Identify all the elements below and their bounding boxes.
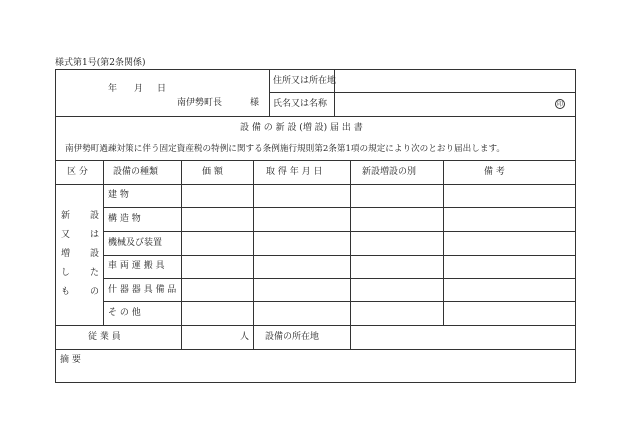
date-year: 年 [108, 84, 118, 94]
row-line-1 [103, 207, 576, 208]
addressee: 南伊勢町長 [177, 98, 223, 108]
category-char: 増 [61, 249, 71, 259]
form-title: 設 備 の 新 設 (増 設) 届 出 書 [240, 123, 363, 133]
category-char: 設 [90, 211, 100, 221]
row-line-6 [55, 325, 576, 326]
col-header-new-or-expansion: 新設増設の別 [362, 167, 417, 177]
header-bottom-line [55, 116, 576, 117]
facility-location-label: 設備の所在地 [265, 332, 320, 342]
row-label-machinery: 機械及び装置 [108, 238, 163, 248]
col-header-amount: 価 額 [202, 167, 223, 177]
row-line-2 [103, 231, 576, 232]
date-month: 月 [134, 84, 144, 94]
category-char: の [90, 287, 100, 297]
person-unit: 人 [240, 332, 250, 342]
row-label-fixtures: 什 器 器 具 備 品 [108, 285, 177, 295]
category-char: 新 [61, 211, 71, 221]
col-line-category [103, 160, 104, 326]
row-line-4 [103, 278, 576, 279]
col-header-acquisition-date: 取 得 年 月 日 [266, 167, 323, 177]
summary-label: 摘 要 [60, 355, 81, 365]
row-label-structure: 構 造 物 [108, 214, 141, 224]
row-line-3 [103, 255, 576, 256]
table-top-line [55, 160, 576, 161]
table-header-bottom-line [55, 184, 576, 185]
category-char: も [61, 287, 71, 297]
name-label: 氏名又は名称 [273, 99, 328, 109]
col-line-newexp [443, 160, 444, 326]
category-char: 又 [61, 230, 71, 240]
address-label: 住所又は所在地 [273, 76, 337, 86]
honorific: 様 [250, 98, 260, 108]
col-header-asset-type: 設備の種類 [113, 167, 159, 177]
row-label-vehicles: 車 両 運 搬 具 [108, 261, 165, 271]
border-top [55, 69, 576, 70]
category-char: し [61, 268, 71, 278]
statement-text: 南伊勢町過疎対策に伴う固定資産税の特例に関する条例施行規則第2条第1項の規定により次のとおり届出します。 [65, 144, 505, 154]
category-char: は [90, 230, 100, 240]
row-label-text: 建 物 [108, 190, 129, 200]
employees-label: 従 業 員 [88, 332, 121, 342]
header-mid-line [269, 92, 576, 93]
category-char: た [90, 268, 100, 278]
row-line-5 [103, 301, 576, 302]
form-number: 様式第1号(第2条関係) [55, 58, 146, 68]
date-day: 日 [157, 84, 167, 94]
col-header-category: 区 分 [67, 167, 88, 177]
col-line-type [181, 160, 182, 350]
row-label-other: そ の 他 [108, 308, 141, 318]
employees-bottom-line [55, 349, 576, 350]
col-header-remarks: 備 考 [484, 167, 505, 177]
category-char: 設 [90, 249, 100, 259]
row-label-building [108, 191, 176, 200]
border-bottom [55, 382, 576, 383]
seal-mark: 印 [556, 101, 563, 108]
col-line-date [350, 160, 351, 350]
col-line-amount [253, 160, 254, 350]
